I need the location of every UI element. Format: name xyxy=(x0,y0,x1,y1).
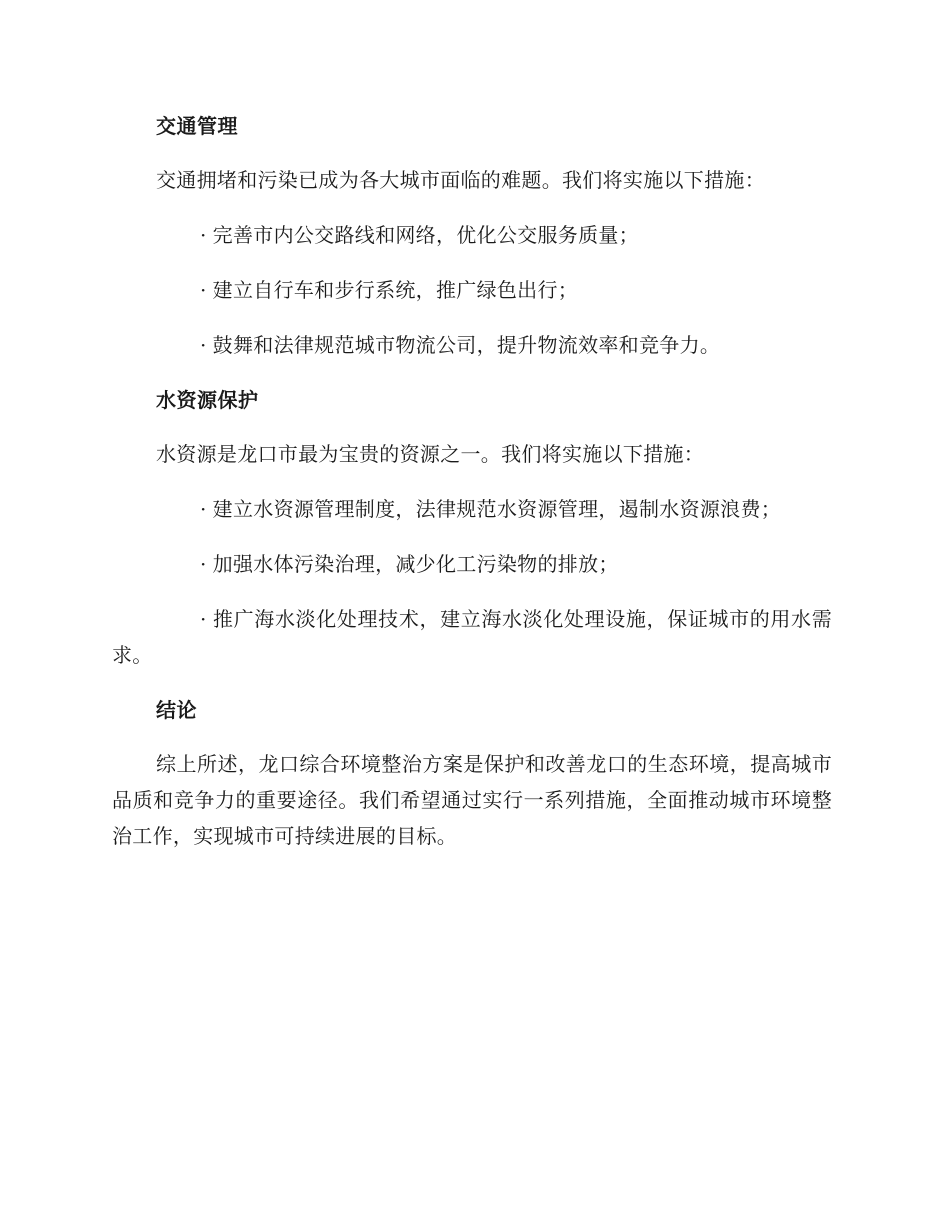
conclusion-paragraph: 综上所述，龙口综合环境整治方案是保护和改善龙口的生态环境，提高城市品质和竞争力的重要途径。我们希望通过实行一系列措施，全面推动城市环境整治工作，实现城市可持续进展的目标。 xyxy=(112,752,832,848)
bullet-marker: · xyxy=(200,552,207,576)
list-item xyxy=(112,327,832,363)
list-item-text: 建立水资源管理制度，法律规范水资源管理，遏制水资源浪费； xyxy=(212,497,782,521)
bullet-marker: · xyxy=(200,607,207,631)
section-intro-water: 水资源是龙口市最为宝贵的资源之一。我们将实施以下措施： xyxy=(156,442,705,466)
list-item xyxy=(112,601,832,673)
list-item-text: 建立自行车和步行系统，推广绿色出行； xyxy=(212,278,579,302)
section-intro-traffic: 交通拥堵和污染已成为各大城市面临的难题。我们将实施以下措施： xyxy=(156,168,765,192)
list-item-text: 加强水体污染治理，减少化工污染物的排放； xyxy=(212,552,619,576)
bullet-marker: · xyxy=(200,333,207,357)
list-item xyxy=(112,546,832,582)
list-item xyxy=(112,491,832,527)
list-item xyxy=(112,217,832,253)
section-heading-water: 水资源保护 xyxy=(156,388,259,412)
bullet-marker: · xyxy=(200,497,207,521)
list-item-text: 推广海水淡化处理技术，建立海水淡化处理设施，保证城市的用水需求。 xyxy=(112,607,832,667)
list-item-text: 完善市内公交路线和网络，优化公交服务质量； xyxy=(212,223,639,247)
section-heading-conclusion: 结论 xyxy=(156,698,197,722)
list-item-text: 鼓舞和法律规范城市物流公司，提升物流效率和竞争力。 xyxy=(212,333,721,357)
bullet-marker: · xyxy=(200,223,207,247)
section-heading-traffic: 交通管理 xyxy=(156,114,238,138)
list-item xyxy=(112,272,832,308)
bullet-marker: · xyxy=(200,278,207,302)
document-body xyxy=(112,108,832,873)
